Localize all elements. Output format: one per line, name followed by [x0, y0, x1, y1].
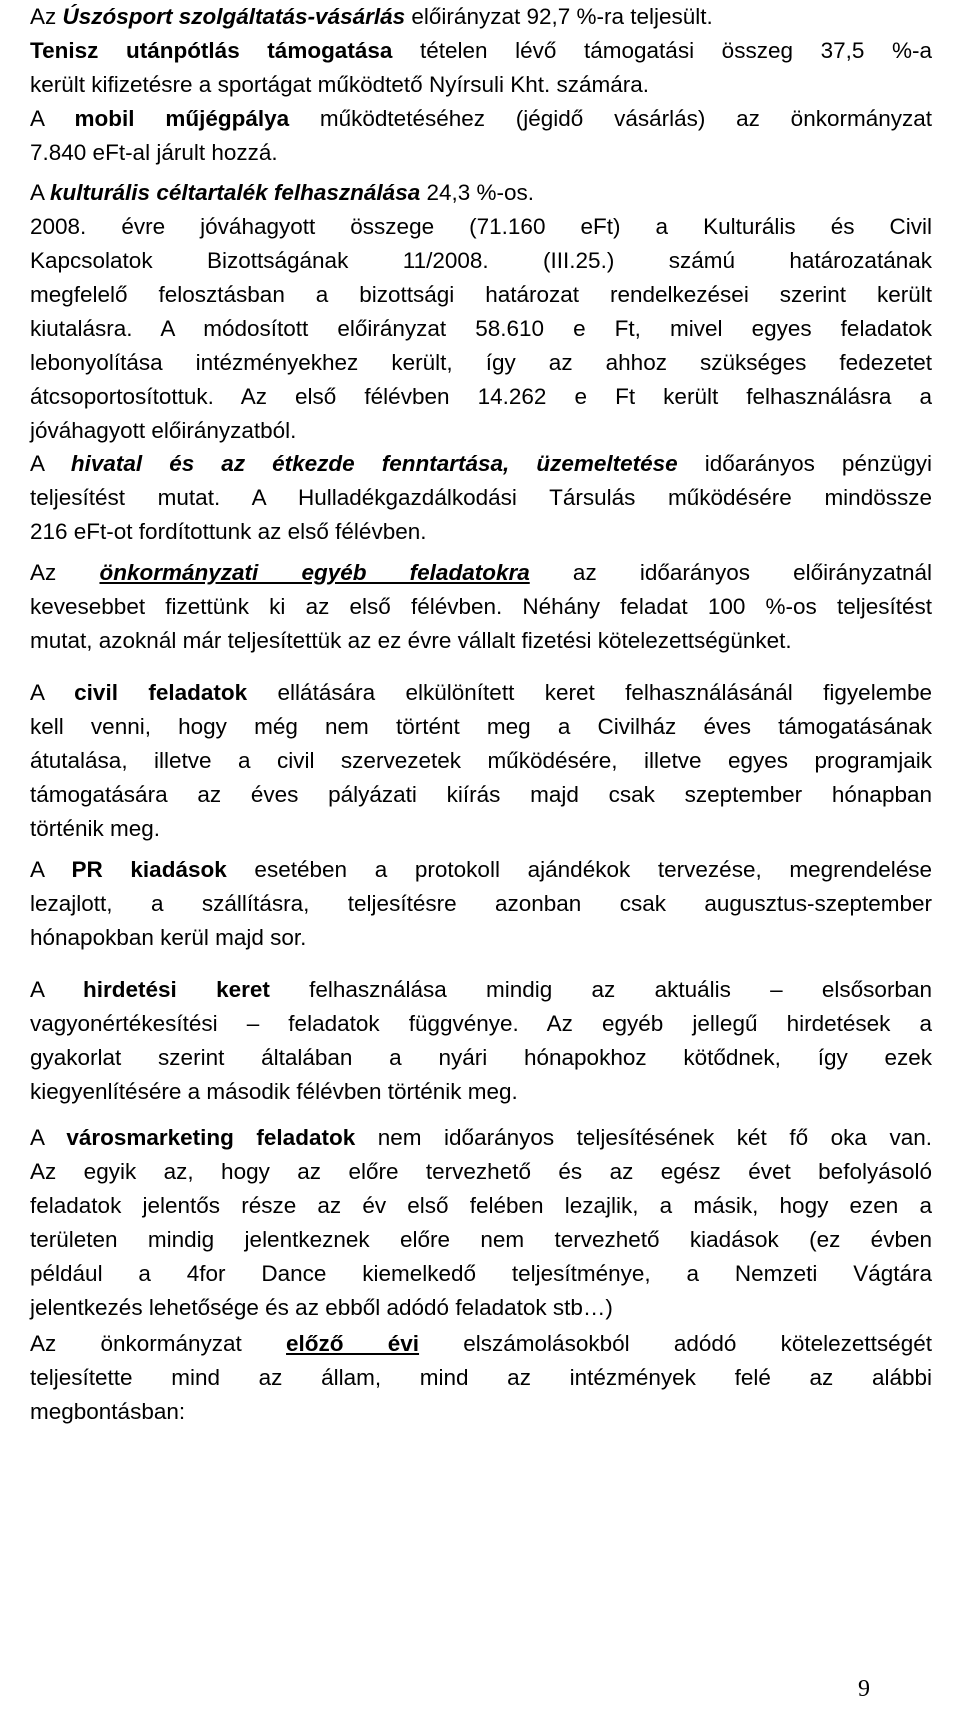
text-line: Az egyik az, hogy az előre tervezhető és az egész évet befolyásoló: [30, 1159, 932, 1184]
text-run: felhasználása mindig az aktuális – elsősorban: [269, 977, 932, 1002]
text-run: működtetéséhez (jégidő vásárlás) az önkormányzat: [289, 106, 932, 131]
text-line: 7.840 eFt-al járult hozzá.: [30, 140, 278, 165]
text-run: A: [30, 1125, 67, 1150]
text-line: területen mindig jelentkeznek előre nem tervezhető kiadások (ez évben: [30, 1227, 932, 1252]
text-line: gyakorlat szerint általában a nyári hónapokhoz kötődnek, így ezek: [30, 1045, 932, 1070]
text-run: Az: [30, 560, 100, 585]
emphasis-text: hirdetési keret: [83, 977, 270, 1002]
paragraph-cultural: [30, 176, 932, 448]
text-run: A: [30, 180, 51, 205]
emphasis-text: önkormányzati egyéb feladatokra: [99, 560, 530, 585]
paragraph-civil: [30, 676, 932, 846]
text-line: kevesebbet fizettünk ki az első félévben. Néhány feladat 100 %-os teljesítést: [30, 594, 932, 619]
text-line: 216 eFt-ot fordítottunk az első félévben.: [30, 519, 427, 544]
text-line: jóváhagyott előirányzatból.: [30, 418, 297, 443]
text-line: megbontásban:: [30, 1399, 186, 1424]
paragraph-office: [30, 447, 932, 549]
text-run: ellátására elkülönített keret felhasználásánál figyelembe: [247, 680, 932, 705]
paragraph-advertising: [30, 973, 932, 1109]
text-line: került kifizetésre a sportágat működtető Nyírsuli Kht. számára.: [30, 72, 650, 97]
emphasis-text: civil feladatok: [74, 680, 248, 705]
text-line: kiutalásra. A módosított előirányzat 58.610 e Ft, mivel egyes feladatok: [30, 316, 932, 341]
text-line: [30, 0, 932, 34]
text-line: vagyonértékesítési – feladatok függvénye. Az egyéb jellegű hirdetések a: [30, 1011, 932, 1036]
text-run: előirányzat 92,7 %-ra teljesült.: [405, 4, 713, 29]
text-run: Az: [30, 4, 63, 29]
emphasis-text: városmarketing feladatok: [66, 1125, 356, 1150]
text-line: [30, 102, 932, 136]
text-line: támogatására az éves pályázati kiírás majd csak szeptember hónapban: [30, 782, 932, 807]
text-line: [30, 34, 932, 68]
text-run: elszámolásokból adódó kötelezettségét: [419, 1331, 932, 1356]
text-line: átcsoportosítottuk. Az első félévben 14.262 e Ft került felhasználásra a: [30, 384, 932, 409]
text-line: teljesítést mutat. A Hulladékgazdálkodási Társulás működésére mindössze: [30, 485, 932, 510]
emphasis-text: Úszósport szolgáltatás-vásárlás: [62, 4, 406, 29]
emphasis-text: mobil műjégpálya: [74, 106, 290, 131]
emphasis-text: hivatal és az étkezde fenntartása, üzemeltetése: [70, 451, 678, 476]
text-run: A: [30, 106, 75, 131]
paragraph-municipal-tasks: [30, 556, 932, 658]
text-line: lebonyolítása intézményekhez került, így az ahhoz szükséges fedezetet: [30, 350, 932, 375]
text-line: történik meg.: [30, 816, 161, 841]
text-line: [30, 447, 932, 481]
text-line: [30, 1327, 932, 1361]
emphasis-text: Tenisz utánpótlás támogatása: [30, 38, 393, 63]
text-line: átutalása, illetve a civil szervezetek működésére, illetve egyes programjaik: [30, 748, 932, 773]
text-run: A: [30, 977, 84, 1002]
text-run: esetében a protokoll ajándékok tervezése, megrendelése: [226, 857, 932, 882]
text-line: teljesítette mind az állam, mind az intézmények felé az alábbi: [30, 1365, 932, 1390]
text-run: A: [30, 451, 71, 476]
text-line: [30, 556, 932, 590]
paragraph-city-marketing: [30, 1121, 932, 1325]
text-run: A: [30, 857, 72, 882]
text-line: [30, 1121, 932, 1155]
text-run: A: [30, 680, 75, 705]
text-line: [30, 973, 932, 1007]
emphasis-text: PR kiadások: [71, 857, 227, 882]
text-run: tételen lévő támogatási összeg 37,5 %-a: [392, 38, 932, 63]
text-line: jelentkezés lehetősége és az ebből adódó feladatok stb…): [30, 1295, 613, 1320]
text-run: időarányos pénzügyi: [677, 451, 932, 476]
emphasis-text: előző évi: [286, 1331, 420, 1356]
text-line: Kapcsolatok Bizottságának 11/2008. (III.25.) számú határozatának: [30, 248, 932, 273]
paragraph-pr: [30, 853, 932, 955]
paragraph-previous-year: [30, 1327, 932, 1429]
page-number: 9: [858, 1676, 870, 1702]
text-line: kell venni, hogy még nem történt meg a Civilház éves támogatásának: [30, 714, 932, 739]
text-line: hónapokban kerül majd sor.: [30, 925, 307, 950]
text-line: [30, 676, 932, 710]
text-line: lezajlott, a szállításra, teljesítésre azonban csak augusztus-szeptember: [30, 891, 932, 916]
text-line: kiegyenlítésére a második félévben történik meg.: [30, 1079, 518, 1104]
text-line: [30, 176, 932, 210]
paragraph-sport: [30, 0, 932, 170]
text-run: az időarányos előirányzatnál: [529, 560, 932, 585]
text-line: mutat, azoknál már teljesítettük az ez évre vállalt fizetési kötelezettségünket.: [30, 628, 792, 653]
text-line: [30, 853, 932, 887]
text-line: feladatok jelentős része az év első felében lezajlik, a másik, hogy ezen a: [30, 1193, 932, 1218]
text-line: 2008. évre jóváhagyott összege (71.160 eFt) a Kulturális és Civil: [30, 214, 932, 239]
text-run: Az önkormányzat: [30, 1331, 287, 1356]
text-line: például a 4for Dance kiemelkedő teljesítménye, a Nemzeti Vágtára: [30, 1261, 932, 1286]
text-line: megfelelő felosztásban a bizottsági határozat rendelkezései szerint került: [30, 282, 932, 307]
text-run: nem időarányos teljesítésének két fő oka van.: [355, 1125, 932, 1150]
text-run: 24,3 %-os.: [420, 180, 535, 205]
emphasis-text: kulturális céltartalék felhasználása: [50, 180, 421, 205]
